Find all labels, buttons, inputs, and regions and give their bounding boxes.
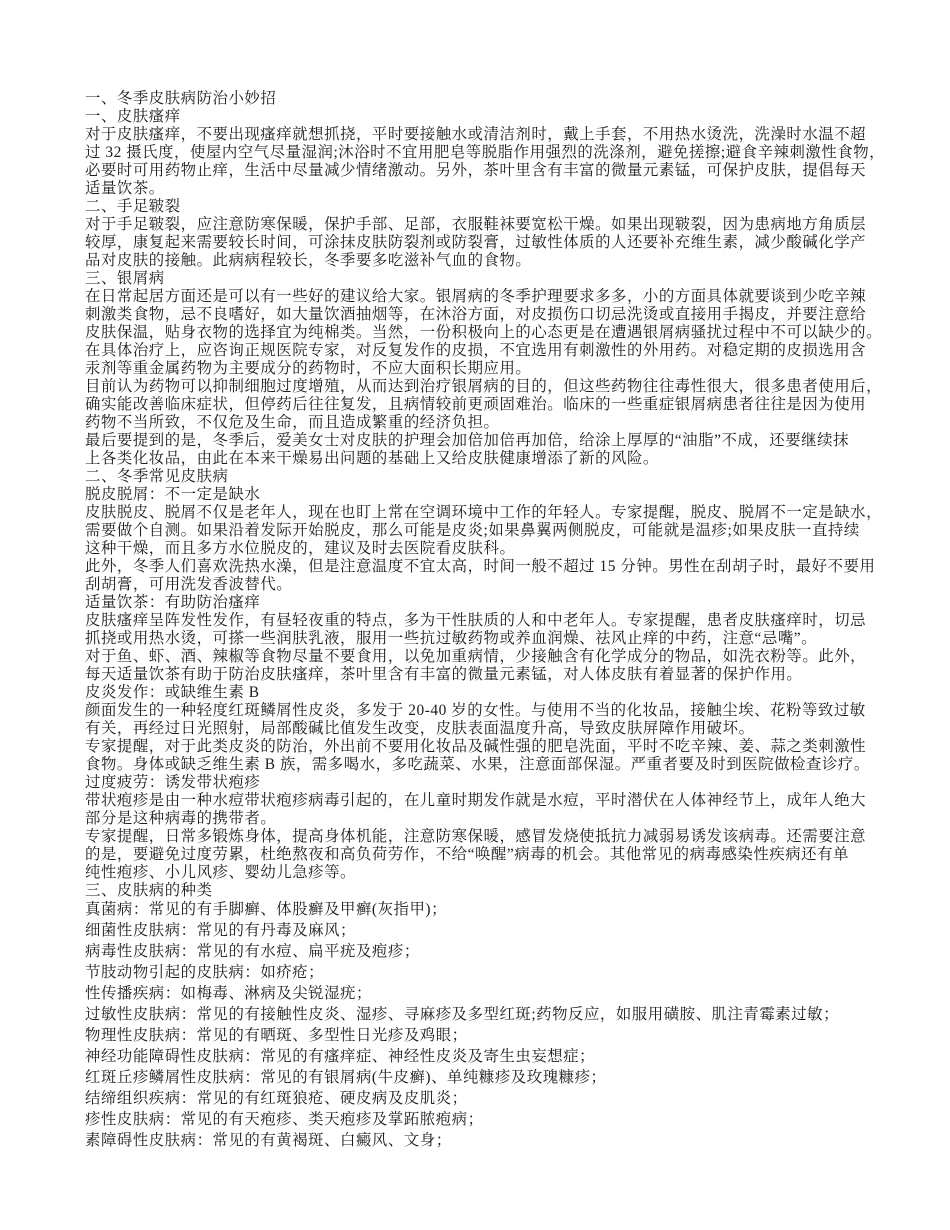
list-item-line: 物理性皮肤病：常见的有晒斑、多型性日光疹及鸡眼； xyxy=(85,1027,468,1044)
list-item-line: 病毒性皮肤病：常见的有水痘、扁平疣及疱疹； xyxy=(85,943,420,960)
text-line: 皮肤瘙痒呈阵发性发作，有昼轻夜重的特点，多为干性肤质的人和中老年人。专家提醒，患者皮肤瘙痒时，切忌 xyxy=(85,612,867,629)
list-item-line: 神经功能障碍性皮肤病：常见的有瘙痒症、神经性皮炎及寄生虫妄想症； xyxy=(85,1048,596,1065)
text-line: 适量饮茶。 xyxy=(85,180,165,197)
list-item-line: 细菌性皮肤病：常见的有丹毒及麻风； xyxy=(85,922,356,939)
section-heading: 皮炎发作：或缺维生素 B xyxy=(85,684,260,701)
text-line: 过 32 摄氏度，使屋内空气尽量湿润;沐浴时不宜用肥皂等脱脂作用强烈的洗涤剂，避免搓擦;避食辛辣刺激性食物， xyxy=(85,144,886,161)
section-heading: 脱皮脱屑：不一定是缺水 xyxy=(85,486,261,503)
text-line: 药物不当所致，不仅危及生命，而且造成繁重的经济负担。 xyxy=(85,414,500,431)
list-item-line: 疹性皮肤病：常见的有天疱疹、类天疱疹及掌跖脓疱病； xyxy=(85,1111,484,1128)
section-heading: 三、皮肤病的种类 xyxy=(85,882,213,899)
list-item-line: 红斑丘疹鳞屑性皮肤病：常见的有银屑病(牛皮癣)、单纯糠疹及玫瑰糠疹； xyxy=(85,1069,607,1086)
section-heading: 适量饮茶：有助防治瘙痒 xyxy=(85,594,261,611)
list-item-line: 真菌病：常见的有手脚癣、体股癣及甲癣(灰指甲)； xyxy=(85,901,448,918)
text-line: 对于手足皲裂，应注意防寒保暖，保护手部、足部，衣服鞋袜要宽松干燥。如果出现皲裂，因为患病地方角质层 xyxy=(85,216,867,233)
text-line: 在具体治疗上，应咨询正规医院专家，对反复发作的皮损，不宜选用有刺激性的外用药。对稳定期的皮损选用含 xyxy=(85,342,867,359)
text-line: 确实能改善临床症状，但停药后往往复发，且病情较前更顽固难治。临床的一些重症银屑病患者往往是因为使用 xyxy=(85,396,867,413)
list-item-line: 结缔组织疾病：常见的有红斑狼疮、硬皮病及皮肌炎； xyxy=(85,1090,468,1107)
text-line: 部分是这种病毒的携带者。 xyxy=(85,810,277,827)
text-line: 皮肤脱皮、脱屑不仅是老年人，现在也盯上常在空调环境中工作的年轻人。专家提醒，脱皮、脱屑不一定是缺水， xyxy=(85,504,883,521)
text-line: 纯性疱疹、小儿风疹、婴幼儿急疹等。 xyxy=(85,864,356,881)
text-line: 最后要提到的是，冬季后，爱美女士对皮肤的护理会加倍加倍再加倍，给涂上厚厚的“油脂”不成，还要继续抹 xyxy=(85,432,849,449)
text-line: 食物。身体或缺乏维生素 B 族，需多喝水，多吃蔬菜、水果，注意面部保湿。严重者要及时到医院做检查诊疗。 xyxy=(85,756,870,773)
text-line: 这种干燥，而且多方水位脱皮的，建议及时去医院看皮肤科。 xyxy=(85,540,516,557)
text-line: 有关，再经过日光照射，局部酸碱比值发生改变，皮肤表面温度升高，导致皮肤屏障作用破坏。 xyxy=(85,720,755,737)
text-line: 需要做个自测。如果沿着发际开始脱皮，那么可能是皮炎;如果鼻翼两侧脱皮，可能就是温疹;如果皮肤一直持续 xyxy=(85,522,860,539)
section-heading: 过度疲劳：诱发带状疱疹 xyxy=(85,774,261,791)
text-line: 每天适量饮茶有助于防治皮肤瘙痒，茶叶里含有丰富的微量元素锰，对人体皮肤有着显著的保护作用。 xyxy=(85,666,803,683)
list-item-line: 过敏性皮肤病：常见的有接触性皮炎、湿疹、寻麻疹及多型红斑;药物反应，如服用磺胺、肌注青霉素过敏； xyxy=(85,1006,840,1023)
list-item-line: 素障碍性皮肤病：常见的有黄褐斑、白癜风、文身； xyxy=(85,1132,452,1149)
text-line: 专家提醒，日常多锻炼身体，提高身体机能，注意防寒保暖，感冒发烧使抵抗力减弱易诱发该病毒。还需要注意 xyxy=(85,828,867,845)
section-heading: 二、手足皲裂 xyxy=(85,198,181,215)
text-line: 较厚，康复起来需要较长时间，可涂抹皮肤防裂剂或防裂膏，过敏性体质的人还要补充维生素，减少酸碱化学产 xyxy=(85,234,867,251)
text-line: 抓挠或用热水烫，可搽一些润肤乳液，服用一些抗过敏药物或养血润燥、祛风止痒的中药，注意“忌嘴”。 xyxy=(85,630,818,647)
text-line: 皮肤保温，贴身衣物的选择宜为纯棉类。当然，一份积极向上的心态更是在遭遇银屑病骚扰过程中不可以缺少的。 xyxy=(85,324,883,341)
section-heading: 一、皮肤瘙痒 xyxy=(85,108,181,125)
text-line: 汞剂等重金属药物为主要成分的药物时，不应大面积长期应用。 xyxy=(85,360,532,377)
text-line: 专家提醒，对于此类皮炎的防治，外出前不要用化妆品及碱性强的肥皂洗面，平时不吃辛辣、姜、蒜之类刺激性 xyxy=(85,738,867,755)
list-item-line: 性传播疾病：如梅毒、淋病及尖锐湿疣； xyxy=(85,985,372,1002)
text-line: 的是，要避免过度劳累，杜绝熬夜和高负荷劳作，不给“唤醒”病毒的机会。其他常见的病毒感染性疾病还有单 xyxy=(85,846,849,863)
article-body xyxy=(85,90,890,900)
text-line: 在日常起居方面还是可以有一些好的建议给大家。银屑病的冬季护理要求多多，小的方面具体就要谈到少吃辛辣 xyxy=(85,288,867,305)
text-line: 颜面发生的一种轻度红斑鳞屑性皮炎，多发于 20-40 岁的女性。与使用不当的化妆品，接触尘埃、花粉等致过敏 xyxy=(85,702,866,719)
text-line: 必要时可用药物止痒，生活中尽量减少情绪激动。另外，茶叶里含有丰富的微量元素锰，可保护皮肤，提倡每天 xyxy=(85,162,867,179)
text-line: 此外，冬季人们喜欢洗热水澡，但是注意温度不宜太高，时间一般不超过 15 分钟。男性在刮胡子时，最好不要用 xyxy=(85,558,876,575)
text-line: 品对皮肤的接触。此病病程较长，冬季要多吃滋补气血的食物。 xyxy=(85,252,532,269)
section-heading: 二、冬季常见皮肤病 xyxy=(85,468,229,485)
skin-disease-type-list xyxy=(85,899,890,1151)
text-line: 对于皮肤瘙痒，不要出现瘙痒就想抓挠，平时要接触水或清洁剂时，戴上手套，不用热水烫洗，洗澡时水温不超 xyxy=(85,126,867,143)
text-line: 目前认为药物可以抑制细胞过度增殖，从而达到治疗银屑病的目的，但这些药物往往毒性很大，很多患者使用后， xyxy=(85,378,883,395)
text-line: 带状疱疹是由一种水痘带状疱疹病毒引起的，在儿童时期发作就是水痘，平时潜伏在人体神经节上，成年人绝大 xyxy=(85,792,867,809)
section-heading: 三、银屑病 xyxy=(85,270,165,287)
text-line: 刮胡膏，可用洗发香波替代。 xyxy=(85,576,293,593)
text-line: 刺激类食物，忌不良嗜好，如大量饮酒抽烟等，在沐浴方面，对皮损伤口切忌洗烫或直接用手揭皮，并要注意给 xyxy=(85,306,867,323)
section-heading: 一、冬季皮肤病防治小妙招 xyxy=(85,90,277,107)
list-item-line: 节肢动物引起的皮肤病：如疥疮； xyxy=(85,964,325,981)
text-line: 对于鱼、虾、酒、辣椒等食物尽量不要食用，以免加重病情，少接触含有化学成分的物品，如洗衣粉等。此外， xyxy=(85,648,867,665)
text-line: 上各类化妆品，由此在本来干燥易出问题的基础上又给皮肤健康增添了新的风险。 xyxy=(85,450,659,467)
